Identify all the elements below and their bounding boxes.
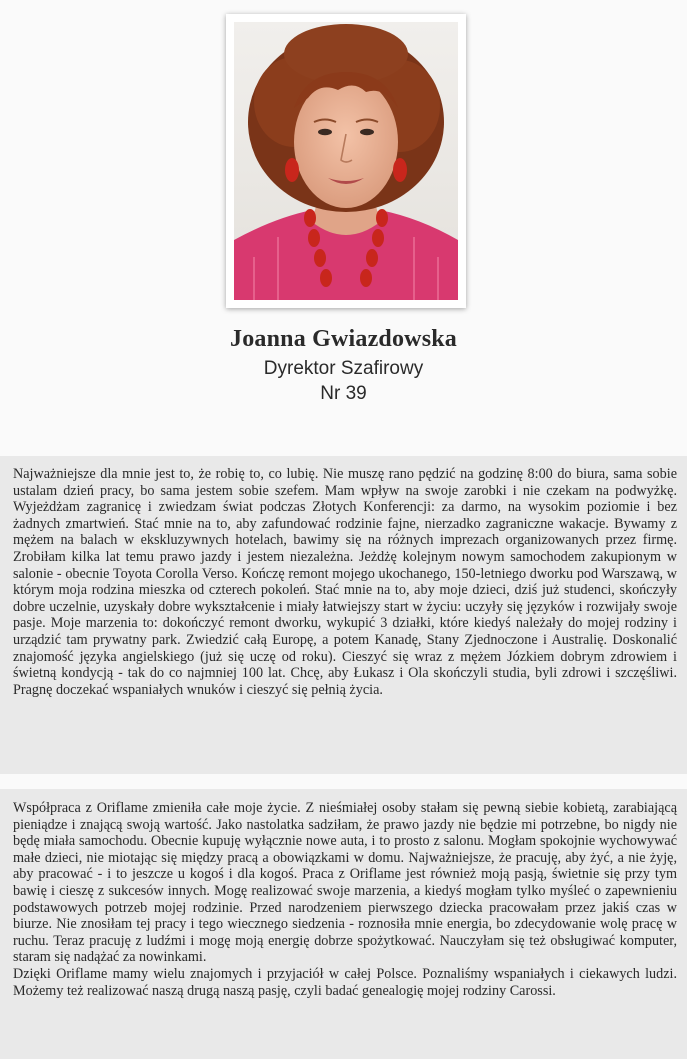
- paragraph-cooperation: Współpraca z Oriflame zmieniła całe moje życie. Z nieśmiałej osoby stałam się pewną siebie kobietą, zarabiającą pieniądze i znającą swoją wartość. Jako nastolatka sadziłam, że prawo jazdy nie będzie mi potrzebne, bo nigdy nie będę miała samochodu. Obecnie kupuję wyłącznie nowe auta, i to prosto z salonu. Mogłam spokojnie wychowywać małe dzieci, nie miotając się między pracą a obowiązkami w domu. Najważniejsze, że pracuję, aby żyć, a nie żyję, aby pracować - i to jeszcze u kogoś i dla kogoś. Praca z Oriflame jest również moją pasją, świetnie się przy tym bawię i cieszę z sukcesów innych. Mogę realizować swoje marzenia, a kiedyś mogłam tylko myśleć o zapewnieniu podstawowych potrzeb mojej rodzinie. Przed narodzeniem pierwszego dziecka pracowałam przez jakiś czas w biurze. Nie znosiłam tej pracy i tego wiecznego siedzenia - roznosiła mnie energia, bo zdecydowanie wolę pracę w ruchu. Teraz pracuję z ludźmi i mogę moją energię dobrze spożytkować. Nauczyłam się też obsługiwać komputer, staram się nadążać za nowinkami.: [13, 800, 677, 966]
- testimonial-panel-1: [0, 456, 687, 774]
- paragraph-benefits: Najważniejsze dla mnie jest to, że robię to, co lubię. Nie muszę rano pędzić na godzinę 8:00 do biura, sama sobie ustalam dzień pracy, bo sama jestem sobie szefem. Mam wpływ na swoje zarobki i nie czekam na podwyżkę. Wyjeżdżam zagranicę i zwiedzam świat podczas Złotych Konferencji: za darmo, na wysokim poziomie i bez żadnych zmartwień. Stać mnie na to, aby zafundować rodzinie fajne, nierzadko zagraniczne wakacje. Bywamy z mężem na balach w ekskluzywnych hotelach, bawimy się na różnych imprezach organizowanych przez firmę. Zrobiłam kilka lat temu prawo jazdy i jestem niezależna. Jeżdżę kolejnym nowym samochodem zakupionym w salonie - obecnie Toyota Corolla Verso. Kończę remont mojego ukochanego, 150-letniego dworku pod Warszawą, w którym moja rodzina mieszka od czterech pokoleń. Stać mnie na to, aby moje dzieci, dziś już studenci, skończyły dobre uczelnie, uzyskały dobre wykształcenie i miały łatwiejszy start w życiu: uczyły się języków i rozwijały swoje pasje. Moje marzenia to: dokończyć remont dworku, wykupić 3 działki, które kiedyś należały do mojej rodziny i urządzić tam prywatny park. Zwiedzić całą Europę, a potem Kanadę, Stany Zjednoczone i Australię. Doskonalić znajomość języka angielskiego (już się uczę od roku). Cieszyć się wraz z mężem Józkiem dobrym zdrowiem i świetną kondycją - tak do co najmniej 100 lat. Chcę, aby Łukasz i Ola skończyli studia, byli zdrowi i szczęśliwi. Pragnę doczekać wspaniałych wnuków i cieszyć się pełnią życia.: [13, 466, 677, 698]
- portrait-photo-frame: [226, 14, 466, 308]
- person-title: Dyrektor Szafirowy: [263, 358, 424, 379]
- paragraph-friends: Dzięki Oriflame mamy wielu znajomych i przyjaciół w całej Polsce. Poznaliśmy wspaniałych i ciekawych ludzi. Możemy też realizować naszą drugą naszą pasję, czyli badać genealogię mojej rodziny Carossi.: [13, 965, 677, 999]
- person-number: Nr 39: [320, 383, 367, 404]
- portrait-photo: [234, 22, 458, 300]
- testimonial-panel-2: [0, 789, 687, 1059]
- person-name: Joanna Gwiazdowska: [230, 326, 457, 352]
